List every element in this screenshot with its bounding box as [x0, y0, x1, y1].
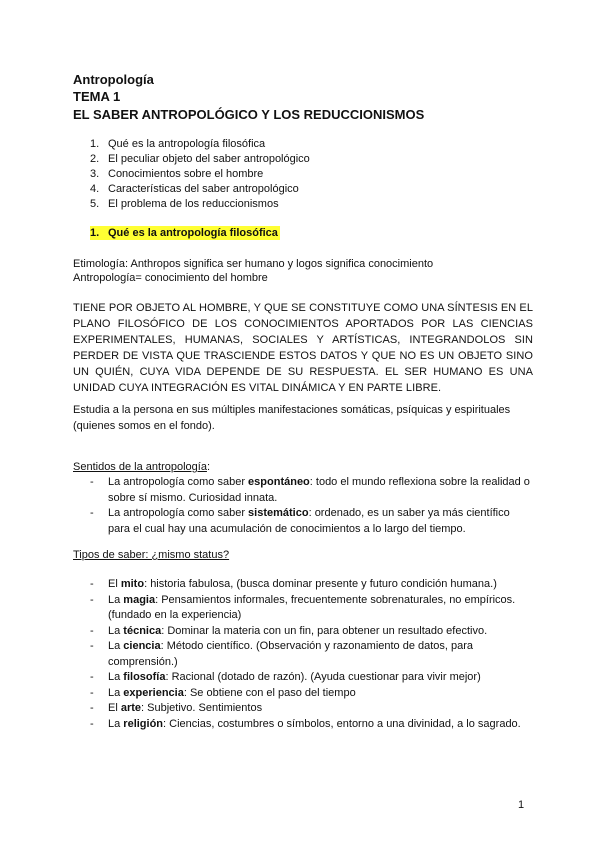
- item-text: La: [108, 717, 124, 730]
- item-text: : todo el mundo reflexiona sobre la realidad o sobre sí mismo. Curiosidad innata.: [108, 476, 530, 504]
- item-text: : historia fabulosa, (busca dominar presente y futuro condición humana.): [144, 578, 497, 590]
- item-text: La: [108, 686, 124, 699]
- list-item: [90, 593, 530, 624]
- item-keyword: sistemático: [248, 507, 309, 519]
- item-text: : Se obtiene con el paso del tiempo: [183, 686, 356, 699]
- item-keyword: filosofía: [123, 671, 166, 683]
- senses-list: [90, 475, 530, 537]
- dash-bullet: -: [90, 593, 94, 606]
- item-text: La: [108, 593, 124, 606]
- study-paragraph: Estudia a la persona en sus múltiples manifestaciones somáticas, psíquicas y espirituales (quienes somos en el fondo).: [73, 404, 511, 432]
- item-keyword: mito: [120, 578, 145, 590]
- toc-item-number: 4.: [90, 183, 100, 195]
- item-text: : Racional (dotado de razón). (Ayuda cuestionar para vivir mejor): [165, 671, 481, 683]
- item-text: La: [108, 624, 124, 637]
- list-item: [90, 701, 530, 717]
- types-list: [90, 577, 530, 732]
- toc-item-label: Qué es la antropología filosófica: [108, 138, 266, 150]
- unit-heading: TEMA 1: [73, 89, 121, 104]
- list-item: [90, 475, 530, 506]
- dash-bullet: -: [90, 640, 94, 652]
- toc-item-number: 2.: [90, 153, 100, 165]
- dash-bullet: -: [90, 671, 94, 683]
- dash-bullet: -: [90, 507, 94, 519]
- senses-heading: [73, 460, 210, 475]
- section-heading-highlighted: [90, 226, 280, 240]
- section-title: Qué es la antropología filosófica: [108, 227, 278, 239]
- uppercase-definition-paragraph: TIENE POR OBJETO AL HOMBRE, Y QUE SE CONSTITUYE COMO UNA SÍNTESIS EN EL PLANO FILOSÓFICO DE LOS CONOCIMIENTOS APORTADOS POR LAS CIENCIAS EXPERIMENTALES, HUMANAS, SOCIALES Y ARTÍSTICAS, INTEGRANDOLOS SIN PERDER DE VISTA QUE TRASCIENDE ESTOS DATOS Y QUE NO ES UN OBJETO SINO UN QUIÉN, CUYA VIDA DEPENDE DE SU RESPUESTA. EL SER HUMANO ES UNA UNIDAD CUYA INTEGRACIÓN ES VITAL DINÁMICA Y EN PARTE LIBRE.: [73, 302, 533, 394]
- dash-bullet: -: [90, 476, 94, 488]
- item-text: La antropología como saber: [108, 476, 249, 488]
- item-text: : Dominar la materia con un fin, para obtener un resultado efectivo.: [161, 624, 488, 637]
- item-text: : Ciencias, costumbres o símbolos, entorno a una divinidad, a lo sagrado.: [163, 717, 521, 730]
- toc-item-number: 1.: [90, 138, 100, 150]
- section-number: 1.: [90, 227, 100, 239]
- list-item: [90, 624, 530, 640]
- item-text: : ordenado, es un saber ya más científico para el cual hay una acumulación de conocimientos a lo largo del tiempo.: [108, 507, 510, 535]
- dash-bullet: -: [90, 686, 94, 699]
- toc-item: [90, 167, 310, 182]
- toc-item: [90, 152, 310, 167]
- senses-heading-colon: :: [206, 461, 210, 473]
- etymology-line: Etimología: Anthropos significa ser humano y logos significa conocimiento: [73, 258, 434, 270]
- item-text: : Método científico. (Observación y razonamiento de datos, para comprensión.): [108, 640, 474, 668]
- list-item: [90, 577, 530, 593]
- item-text: : Pensamientos informales, frecuentemente sobrenaturales, no empíricos. (fundado en la experiencia): [108, 593, 516, 621]
- item-keyword: espontáneo: [248, 476, 310, 488]
- item-keyword: magia: [123, 593, 156, 606]
- item-keyword: técnica: [123, 624, 162, 637]
- table-of-contents: [90, 137, 310, 212]
- item-text: : Subjetivo. Sentimientos: [141, 702, 263, 714]
- toc-item-label: El peculiar objeto del saber antropológico: [108, 153, 310, 165]
- toc-item: [90, 137, 310, 152]
- toc-item-number: 3.: [90, 168, 100, 180]
- subject-heading: Antropología: [73, 72, 154, 87]
- toc-item-number: 5.: [90, 198, 100, 210]
- item-keyword: religión: [123, 717, 164, 730]
- types-heading: Tipos de saber: ¿mismo status?: [73, 549, 230, 561]
- item-text: La antropología como saber: [108, 507, 249, 519]
- toc-item-label: Características del saber antropológico: [108, 183, 299, 195]
- toc-item-label: El problema de los reduccionismos: [108, 198, 279, 210]
- item-text: El: [108, 702, 121, 714]
- dash-bullet: -: [90, 702, 94, 714]
- list-item: [90, 506, 530, 537]
- definition-line: Antropología= conocimiento del hombre: [73, 272, 268, 284]
- item-keyword: arte: [120, 702, 142, 714]
- item-text: La: [108, 640, 124, 652]
- toc-item: [90, 197, 310, 212]
- item-keyword: ciencia: [123, 640, 161, 652]
- senses-heading-text: Sentidos de la antropología: [73, 461, 207, 473]
- dash-bullet: -: [90, 578, 94, 590]
- dash-bullet: -: [90, 624, 94, 637]
- dash-bullet: -: [90, 717, 94, 730]
- list-item: [90, 717, 530, 733]
- toc-item: [90, 182, 310, 197]
- list-item: [90, 670, 530, 686]
- page-title: EL SABER ANTROPOLÓGICO Y LOS REDUCCIONISMOS: [73, 107, 425, 122]
- item-text: El: [108, 578, 121, 590]
- item-keyword: experiencia: [123, 686, 184, 699]
- toc-item-label: Conocimientos sobre el hombre: [108, 168, 264, 180]
- list-item: [90, 639, 530, 670]
- page-number: 1: [518, 799, 525, 811]
- item-text: La: [108, 671, 124, 683]
- list-item: [90, 686, 530, 702]
